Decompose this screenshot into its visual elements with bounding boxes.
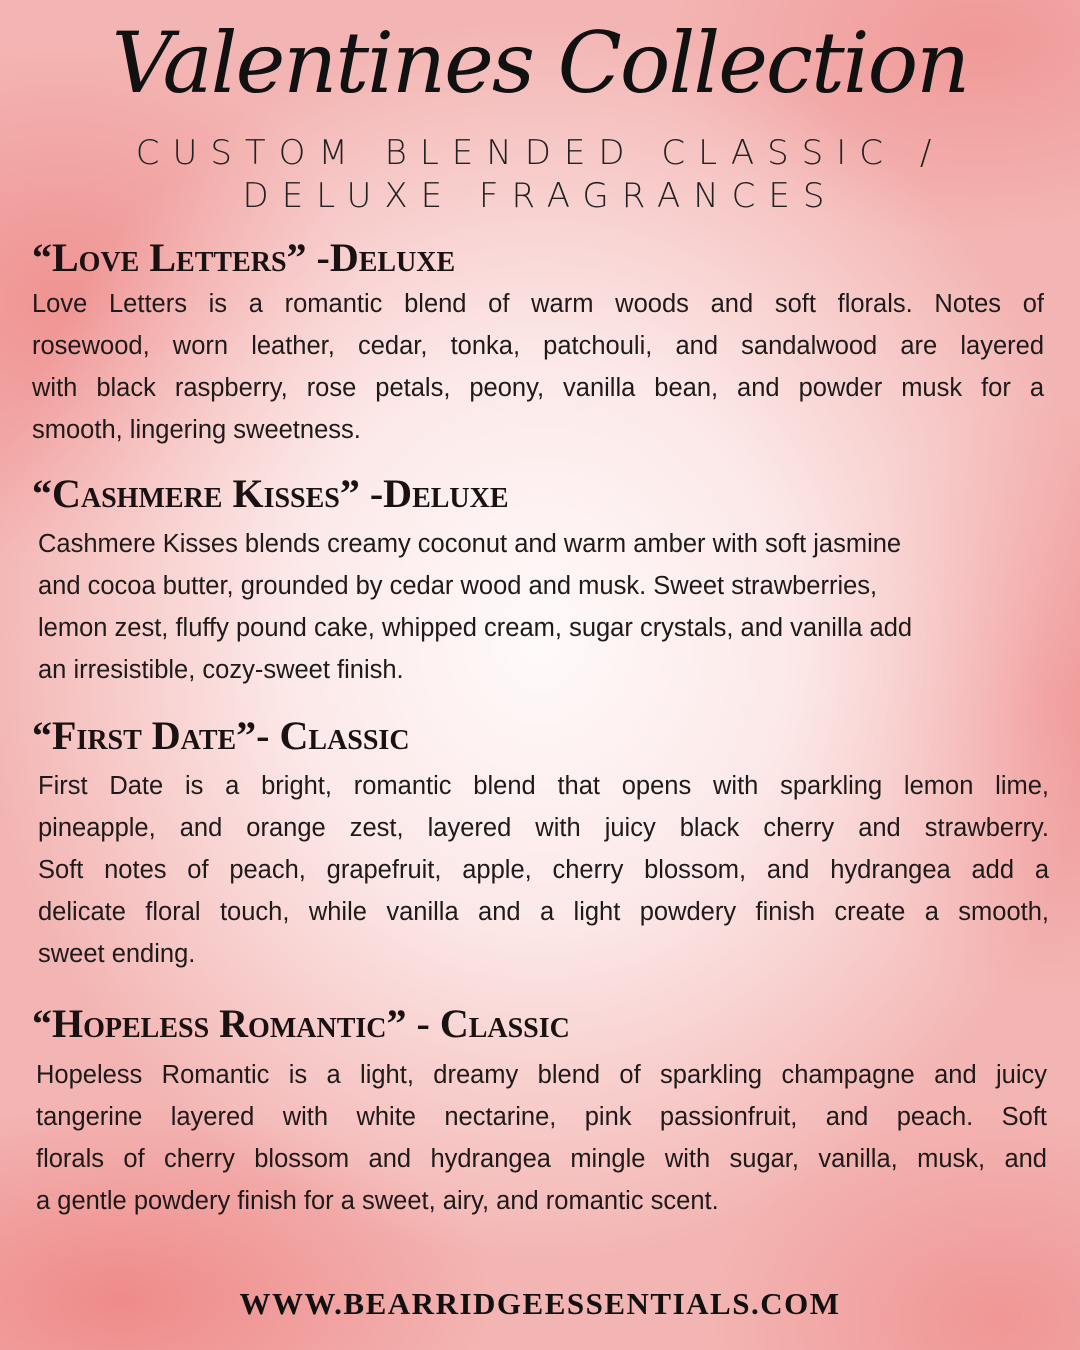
section-body-first-date	[38, 765, 1049, 975]
text-line: an irresistible, cozy-sweet finish.	[38, 656, 404, 684]
text-line: Cashmere Kisses blends creamy coconut and warm amber with soft jasmine	[38, 530, 902, 558]
website-link[interactable]: WWW.BEARRIDGEESSENTIALS.COM	[239, 1286, 841, 1321]
page-title: Valentines Collection	[111, 14, 969, 112]
section-heading-first-date: “First Date”- Classic	[32, 713, 410, 758]
text-line: Hopeless Romantic is a light, dreamy blend of sparkling champagne and juicy	[36, 1061, 1047, 1089]
section-body-cashmere-kisses	[38, 523, 1048, 691]
text-line: rosewood, worn leather, cedar, tonka, patchouli, and sandalwood are layered	[32, 332, 1044, 360]
text-line: Love Letters is a romantic blend of warm woods and soft florals. Notes of	[32, 290, 1044, 318]
text-line: smooth, lingering sweetness.	[32, 416, 361, 444]
text-line: tangerine layered with white nectarine, pink passionfruit, and peach. Soft	[36, 1103, 1047, 1131]
text-line: delicate floral touch, while vanilla and a light powdery finish create a smooth,	[38, 898, 1049, 926]
text-line: and cocoa butter, grounded by cedar wood and musk. Sweet strawberries,	[38, 572, 878, 600]
text-line: with black raspberry, rose petals, peony, vanilla bean, and powder musk for a	[32, 374, 1044, 402]
text-line: a gentle powdery finish for a sweet, airy, and romantic scent.	[36, 1187, 719, 1215]
subtitle-line: CUSTOM BLENDED CLASSIC /	[135, 133, 945, 173]
text-line: Soft notes of peach, grapefruit, apple, cherry blossom, and hydrangea add a	[38, 856, 1049, 884]
section-body-love-letters	[32, 283, 1044, 451]
text-line: pineapple, and orange zest, layered with juicy black cherry and strawberry.	[38, 814, 1049, 842]
section-heading-love-letters: “Love Letters” -Deluxe	[32, 235, 456, 280]
text-line: lemon zest, fluffy pound cake, whipped cream, sugar crystals, and vanilla add	[38, 614, 913, 642]
text-line: florals of cherry blossom and hydrangea mingle with sugar, vanilla, musk, and	[36, 1145, 1047, 1173]
section-heading-cashmere-kisses: “Cashmere Kisses” -Deluxe	[32, 471, 509, 516]
section-body-hopeless-romantic	[36, 1054, 1047, 1222]
section-heading-hopeless-romantic: “Hopeless Romantic” - Classic	[32, 1001, 570, 1046]
text-line: First Date is a bright, romantic blend that opens with sparkling lemon lime,	[38, 772, 1049, 800]
subtitle	[0, 132, 1080, 218]
subtitle-line: DELUXE FRAGRANCES	[242, 176, 838, 216]
text-line: sweet ending.	[38, 940, 196, 968]
